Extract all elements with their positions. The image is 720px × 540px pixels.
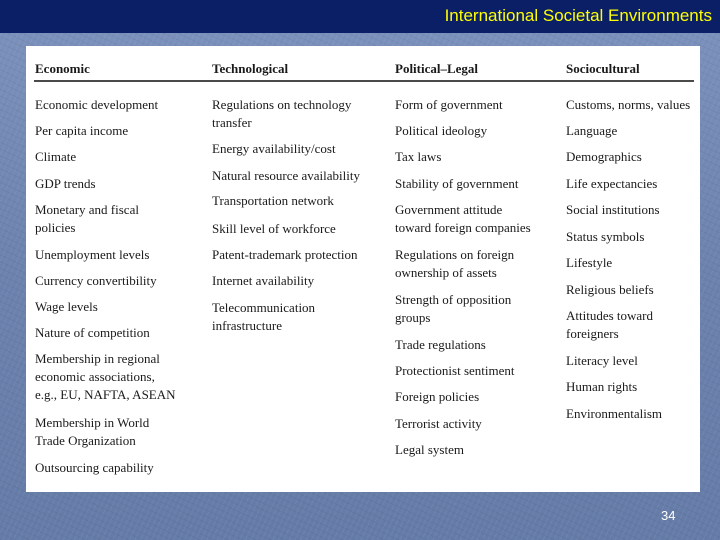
technological-item xyxy=(212,246,357,264)
sociocultural-item-line: foreigners xyxy=(566,326,619,341)
page-number: 34 xyxy=(661,508,676,523)
economic-item-line: e.g., EU, NAFTA, ASEAN xyxy=(35,387,176,402)
economic-item-line: Unemployment levels xyxy=(35,247,150,262)
economic-item-line: Climate xyxy=(35,149,77,164)
political-legal-item-line: Form of government xyxy=(395,97,503,112)
sociocultural-item xyxy=(566,352,638,370)
economic-item xyxy=(35,298,98,316)
political-legal-item-line: Terrorist activity xyxy=(395,416,482,431)
technological-item-line: infrastructure xyxy=(212,318,283,333)
economic-item xyxy=(35,414,149,450)
technological-item xyxy=(212,192,334,210)
technological-item-line: Patent-trademark protection xyxy=(212,247,358,262)
sociocultural-item-line: Literacy level xyxy=(566,353,638,368)
economic-item-line: economic associations, xyxy=(35,369,155,384)
sociocultural-item xyxy=(566,148,642,166)
economic-item xyxy=(35,201,139,237)
economic-item xyxy=(35,350,176,404)
economic-item-line: Wage levels xyxy=(35,299,98,314)
sociocultural-item xyxy=(566,175,657,193)
economic-item-line: Economic development xyxy=(35,97,159,112)
political-legal-item-line: Regulations on foreign xyxy=(395,247,515,262)
technological-item-line: Transportation network xyxy=(212,193,334,208)
economic-item-line: Per capita income xyxy=(35,123,129,138)
political-legal-item-line: Foreign policies xyxy=(395,389,480,404)
economic-item xyxy=(35,175,96,193)
political-legal-item xyxy=(395,175,518,193)
title-bar xyxy=(0,0,720,33)
technological-item-line: Natural resource availability xyxy=(212,168,360,183)
economic-item xyxy=(35,148,76,166)
technological-item xyxy=(212,167,360,185)
technological-item-line: Internet availability xyxy=(212,273,315,288)
technological-item xyxy=(212,220,336,238)
sociocultural-item-line: Attitudes toward xyxy=(566,308,654,323)
economic-item xyxy=(35,96,158,114)
technological-item xyxy=(212,96,351,132)
political-legal-item xyxy=(395,148,441,166)
economic-item-line: policies xyxy=(35,220,76,235)
slide-title: International Societal Environments xyxy=(444,6,712,25)
technological-item-line: Skill level of workforce xyxy=(212,221,336,236)
political-legal-item-line: Trade regulations xyxy=(395,337,486,352)
political-legal-item-line: Tax laws xyxy=(395,149,442,164)
technological-item-line: transfer xyxy=(212,115,252,130)
economic-item xyxy=(35,324,150,342)
sociocultural-item xyxy=(566,228,644,246)
sociocultural-item-line: Language xyxy=(566,123,618,138)
column-header-technological: Technological xyxy=(212,61,289,76)
political-legal-item xyxy=(395,362,515,380)
political-legal-item-line: Political ideology xyxy=(395,123,488,138)
economic-item xyxy=(35,246,149,264)
economic-item-line: Monetary and fiscal xyxy=(35,202,139,217)
political-legal-item xyxy=(395,441,464,459)
economic-item-line: Currency convertibility xyxy=(35,273,157,288)
environments-table xyxy=(26,46,700,492)
technological-item-line: Telecommunication xyxy=(212,300,316,315)
sociocultural-item-line: Social institutions xyxy=(566,202,660,217)
economic-item-line: Nature of competition xyxy=(35,325,150,340)
political-legal-item xyxy=(395,122,487,140)
political-legal-item xyxy=(395,291,511,327)
column-header-political-legal: Political–Legal xyxy=(395,61,479,76)
sociocultural-item xyxy=(566,378,637,396)
sociocultural-item-line: Religious beliefs xyxy=(566,282,654,297)
sociocultural-item xyxy=(566,307,653,343)
economic-item xyxy=(35,459,154,477)
sociocultural-item xyxy=(566,122,617,140)
technological-item xyxy=(212,299,315,335)
political-legal-item-line: Legal system xyxy=(395,442,464,457)
political-legal-item-line: Protectionist sentiment xyxy=(395,363,515,378)
technological-item xyxy=(212,272,314,290)
technological-item-line: Regulations on technology xyxy=(212,97,352,112)
economic-item xyxy=(35,272,157,290)
political-legal-item xyxy=(395,336,486,354)
sociocultural-item xyxy=(566,281,654,299)
political-legal-item xyxy=(395,415,482,433)
economic-item-line: GDP trends xyxy=(35,176,96,191)
technological-item-line: Energy availability/cost xyxy=(212,141,336,156)
sociocultural-item-line: Status symbols xyxy=(566,229,645,244)
economic-item-line: Membership in regional xyxy=(35,351,160,366)
sociocultural-item xyxy=(566,254,612,272)
economic-item-line: Outsourcing capability xyxy=(35,460,154,475)
sociocultural-item-line: Demographics xyxy=(566,149,642,164)
column-header-economic: Economic xyxy=(35,61,90,76)
sociocultural-item xyxy=(566,201,660,219)
sociocultural-item-line: Environmentalism xyxy=(566,406,663,421)
technological-item xyxy=(212,140,336,158)
column-header-sociocultural: Sociocultural xyxy=(566,61,640,76)
economic-item-line: Membership in World xyxy=(35,415,150,430)
political-legal-item-line: toward foreign companies xyxy=(395,220,531,235)
political-legal-item xyxy=(395,96,503,114)
political-legal-item-line: groups xyxy=(395,310,431,325)
sociocultural-item xyxy=(566,405,662,423)
header-rule xyxy=(34,80,694,82)
economic-item-line: Trade Organization xyxy=(35,433,136,448)
political-legal-item-line: Stability of government xyxy=(395,176,519,191)
sociocultural-item-line: Life expectancies xyxy=(566,176,658,191)
sociocultural-item-line: Human rights xyxy=(566,379,638,394)
political-legal-item xyxy=(395,246,514,282)
sociocultural-item-line: Lifestyle xyxy=(566,255,613,270)
political-legal-item xyxy=(395,201,531,237)
sociocultural-item xyxy=(566,96,690,114)
sociocultural-item-line: Customs, norms, values xyxy=(566,97,691,112)
political-legal-item-line: ownership of assets xyxy=(395,265,497,280)
political-legal-item-line: Government attitude xyxy=(395,202,503,217)
political-legal-item xyxy=(395,388,479,406)
political-legal-item-line: Strength of opposition xyxy=(395,292,512,307)
economic-item xyxy=(35,122,128,140)
